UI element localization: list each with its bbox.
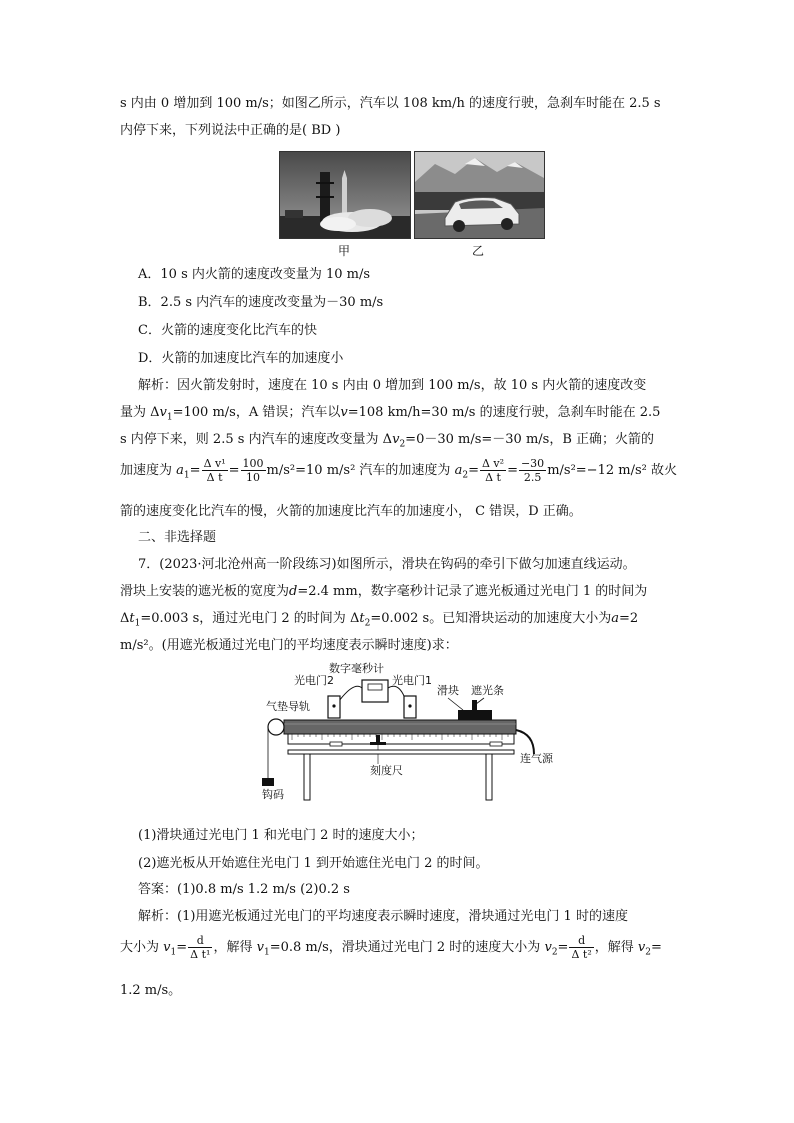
- q7-answer: [138, 880, 350, 900]
- q6-analysis-line1: 解析：因火箭发射时，速度在 10 s 内由 0 增加到 100 m/s，故 10 s 内火箭的速度改变: [138, 378, 647, 393]
- q6-analysis-line2: 量为 $\Delta v_1=100$ m/s，A 错误；汽车以v=108 km/h=30 m/s 的速度行驶，急刹车时能在 2.5: [120, 405, 661, 423]
- q7-analysis-l2a: 大小为: [120, 940, 160, 955]
- q6-stem-line1: s 内由 0 增加到 100 m/s；如图乙所示，汽车以 108 km/h 的速度行驶，急刹车时能在 2.5 s: [120, 96, 661, 111]
- weight-label: 钩码: [262, 788, 284, 801]
- q7-stem-l2b: =2.4 mm，数字毫秒计记录了遮光板通过光电门 1 的时间为: [297, 584, 648, 599]
- q6-analysis-l4b: m/s²=10 m/s² 汽车的加速度为: [266, 463, 451, 478]
- answer-text: (1)0.8 m/s 1.2 m/s (2)0.2 s: [177, 882, 350, 897]
- a2-fraction-2: $\frac{-30}{2.5}$: [520, 457, 545, 484]
- q7-analysis-l2c: =0.8 m/s，滑块通过光电门 2 时的速度大小为: [269, 940, 541, 955]
- q7-analysis-l2d: ，解得: [594, 940, 634, 955]
- q7-stem-l3c: =0.002 s。已知滑块运动的加速度大小为: [370, 611, 612, 626]
- scale-label: 刻度尺: [370, 764, 403, 777]
- q6-analysis-line3: s 内停下来，则 2.5 s 内汽车的速度改变量为 $\Delta v_2=0-30$ m/s=－30 m/s，B 正确；火箭的: [120, 432, 655, 450]
- q7-sub2: (2)遮光板从开始遮住光电门 1 到开始遮住光电门 2 的时间。: [138, 856, 489, 871]
- q6-analysis-l2c: =108 km/h=30 m/s 的速度行驶，急刹车时能在 2.5: [347, 405, 661, 420]
- q6-stem-line2: 内停下来，下列说法中正确的是( BD ): [120, 123, 341, 138]
- q7-analysis-l2b: ，解得: [213, 940, 253, 955]
- table-bench: [288, 750, 514, 754]
- q7-stem-l3a: Δ: [120, 611, 130, 626]
- option-b: B．2.5 s 内汽车的速度改变量为－30 m/s: [138, 295, 384, 310]
- air-source-label: 连气源: [520, 752, 553, 765]
- gate2-label: 光电门2: [294, 674, 334, 687]
- rocket-launch-photo: [279, 151, 411, 239]
- air-track-apparatus-diagram: [258, 658, 568, 806]
- q7-stem-l3b: =0.003 s，通过光电门 2 的时间为 Δ: [140, 611, 360, 626]
- track-label: 气垫导轨: [266, 700, 310, 713]
- option-c: C．火箭的速度变化比汽车的快: [138, 323, 317, 338]
- section-heading: 二、非选择题: [138, 530, 217, 545]
- q7-stem-l2a: 滑块上安装的遮光板的宽度为: [120, 584, 290, 599]
- q6-analysis-l3a: s 内停下来，则 2.5 s 内汽车的速度改变量为 Δ: [120, 432, 393, 447]
- slider-label: 滑块: [437, 684, 459, 697]
- air-track: [284, 720, 516, 734]
- timer-label: 数字毫秒计: [329, 662, 384, 675]
- q7-stem-line4: m/s²。(用遮光板通过光电门的平均速度表示瞬时速度)求：: [120, 638, 458, 653]
- q7-stem-line1: 7．(2023·河北沧州高一阶段练习)如图所示，滑块在钩码的牵引下做匀加速直线运动。: [138, 557, 636, 572]
- a1-fraction-2: $\frac{100}{10}$: [242, 457, 264, 484]
- a1-fraction-1: $\frac{\text{Δ v¹}}{\text{Δ t}}$: [203, 457, 226, 484]
- gate1-label: 光电门1: [392, 674, 432, 687]
- q6-analysis-line5: 箭的速度变化比汽车的慢，火箭的加速度比汽车的加速度小， C 错误，D 正确。: [120, 504, 582, 519]
- q6-analysis-l4c: m/s²=−12 m/s² 故火: [547, 463, 677, 478]
- digital-timer: [362, 680, 388, 702]
- q7-analysis-line3: 1.2 m/s。: [120, 983, 182, 998]
- option-d: D．火箭的加速度比汽车的加速度小: [138, 351, 344, 366]
- v1-fraction: $\frac{d}{\text{Δ t¹}}$: [190, 934, 211, 961]
- pulley: [268, 719, 284, 735]
- shade-label: 遮光条: [471, 684, 504, 697]
- q6-analysis-l4a: 加速度为: [120, 463, 173, 478]
- q7-stem-line2: 滑块上安装的遮光板的宽度为d=2.4 mm，数字毫秒计记录了遮光板通过光电门 1 的时间为: [120, 584, 648, 599]
- q7-analysis-line1: 解析：(1)用遮光板通过光电门的平均速度表示瞬时速度，滑块通过光电门 1 时的速度: [138, 909, 628, 924]
- shade-bar: [472, 700, 477, 710]
- q7-analysis-line2: 大小为 $v_1=$ $\frac{d}{\text{Δ t¹}}$ ，解得 $v_1=0.8$ m/s，滑块通过光电门 2 时的速度大小为 $v_2=$ $\frac{d}{\text{Δ t²}}$ ，解得 $v_2=$: [120, 934, 662, 961]
- car-photo: [414, 151, 545, 239]
- caption-right: 乙: [472, 244, 485, 258]
- q6-analysis-l2b: =100 m/s，A 错误；汽车以: [172, 405, 341, 420]
- q6-analysis-l3b: =0－30 m/s=－30 m/s，B 正确；火箭的: [405, 432, 655, 447]
- a2-fraction-1: $\frac{\text{Δ v²}}{\text{Δ t}}$: [481, 457, 505, 484]
- q6-analysis-l2a: 量为 Δ: [120, 405, 160, 420]
- caption-left: 甲: [338, 244, 351, 258]
- q7-sub1: (1)滑块通过光电门 1 和光电门 2 时的速度大小；: [138, 828, 424, 843]
- q7-stem-l3d: =2: [619, 611, 639, 626]
- option-a: A．10 s 内火箭的速度改变量为 10 m/s: [138, 267, 371, 282]
- q7-analysis-l2e: =: [650, 940, 662, 955]
- v2-fraction: $\frac{d}{\text{Δ t²}}$: [571, 934, 592, 961]
- q7-stem-line3: $\Delta t_1=0.003$ s，通过光电门 2 的时间为 $\Delta t_2=0.002$ s。已知滑块运动的加速度大小为a=2: [120, 611, 639, 629]
- hanging-weight: [262, 778, 274, 786]
- answer-label: 答案：: [138, 882, 178, 897]
- q6-analysis-line4: 加速度为 $a_1=$ $\frac{\text{Δ v¹}}{\text{Δ t}}$ = $\frac{100}{10}$ m/s²=10 m/s² 汽车的加速度为 $a_2=$ $\frac{\text{Δ v²}}{\text{Δ t}}$ = $\frac{-30}{2.5}$ m/s²=−12 m/s² 故火: [120, 457, 677, 484]
